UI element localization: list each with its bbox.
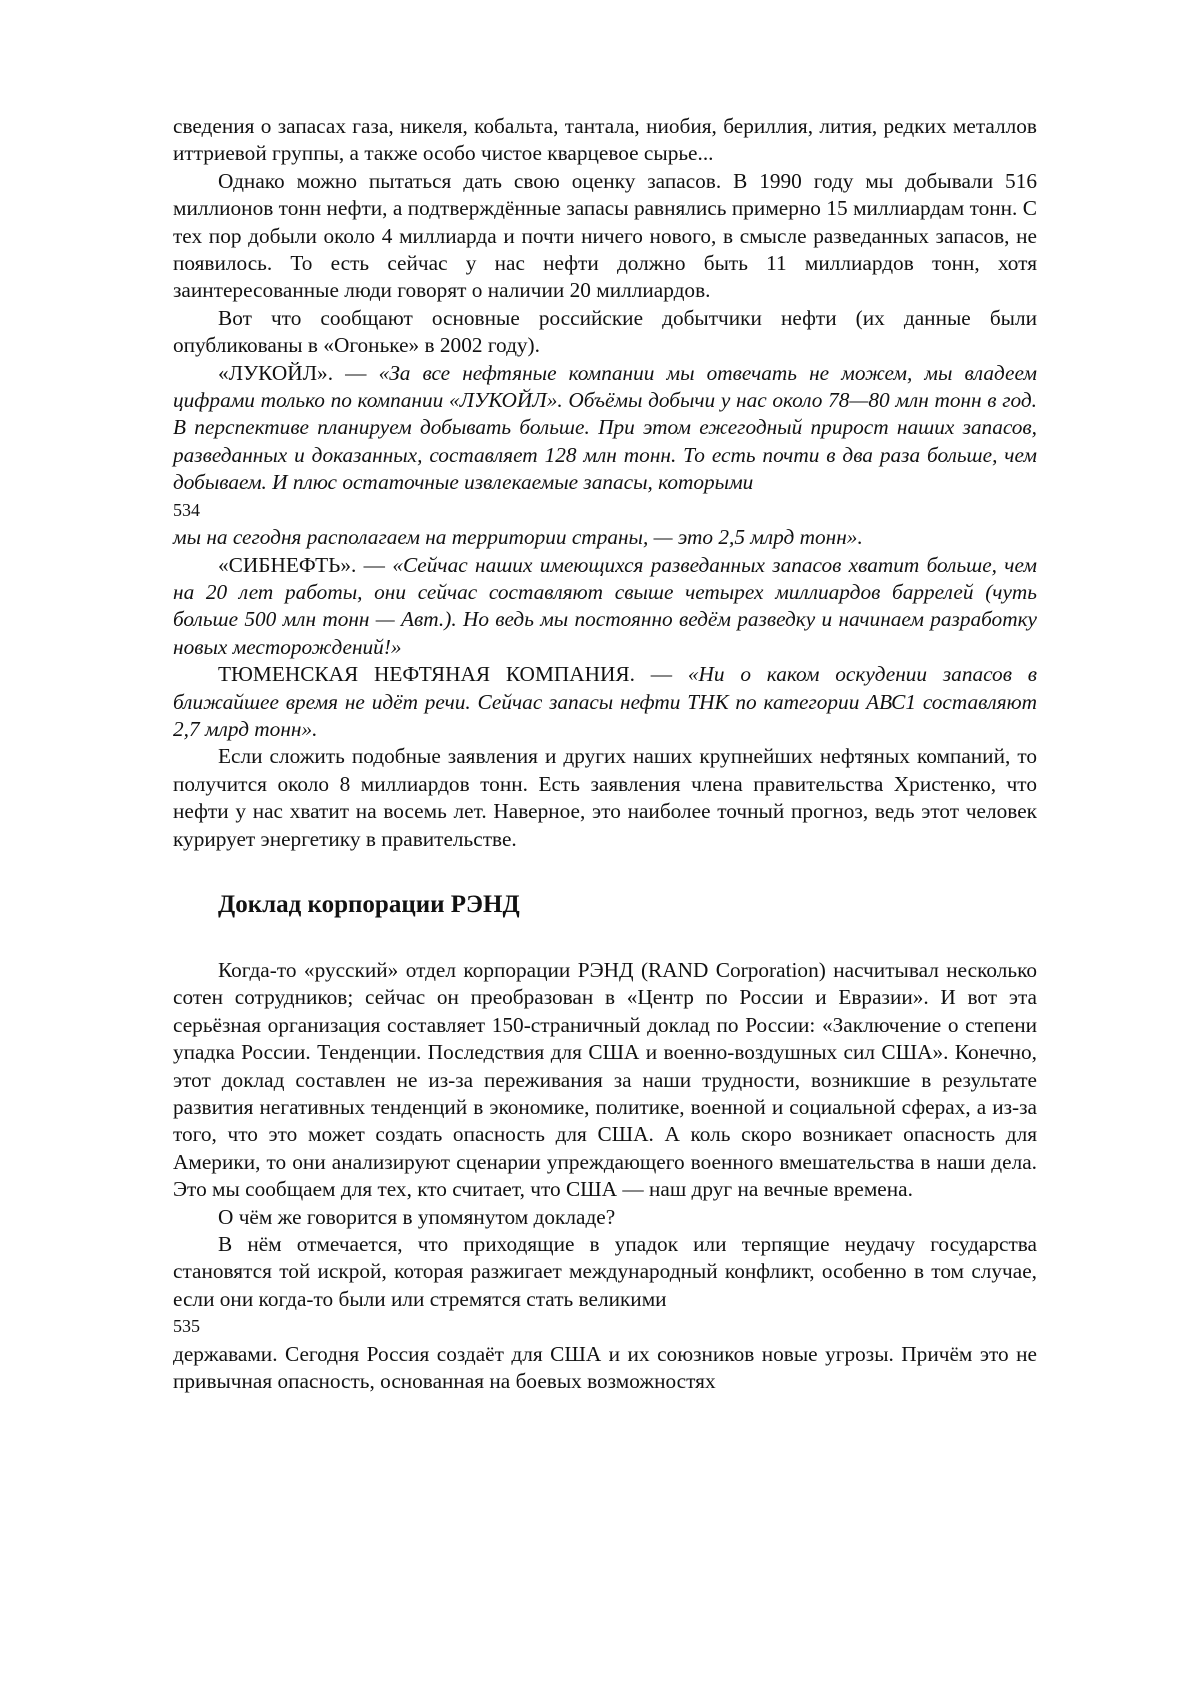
quote-text: «Сейчас наших имеющихся разведанных запасов хватит больше, чем на 20 лет работы, они сейчас составляют свыше четырех миллиардов баррелей (чуть больше 500 млн тонн — Авт.). Но ведь мы постоянно ведём разведку и начинаем разработку новых месторождений!» (173, 552, 1037, 659)
page-number: 534 (173, 499, 200, 520)
paragraph: Когда-то «русский» отдел корпорации РЭНД (RAND Corporation) насчитывал несколько сотен сотрудников; сейчас он преобразован в «Центр по России и Евразии». И вот эта серьёзная организация составляет 150-страничный доклад по России: «Заключение о степени упадка России. Тенденции. Последствия для США и военно-воздушных сил США». Конечно, этот доклад составлен не из-за переживания за наши трудности, возникшие в результате развития негативных тенденций в экономике, политике, военной и социальной сферах, а из-за того, что это может создать опасность для США. А коль скоро возникает опасность для Америки, то они анализируют сценарии упреждающего военного вмешательства в наши дела. Это мы сообщаем для тех, кто считает, что США — наш друг на вечные времена. (173, 957, 1037, 1202)
paragraph: Однако можно пытаться дать свою оценку запасов. В 1990 году мы добывали 516 миллионов тонн нефти, а подтверждённые запасы равнялись примерно 15 миллиардам тонн. С тех пор добыли около 4 миллиарда и почти ничего нового, в смысле разведанных запасов, не появилось. То есть сейчас у нас нефти должно быть 11 миллиардов тонн, хотя заинтересованные люди говорят о наличии 20 миллиардов. (173, 168, 1037, 303)
company-name: ТЮМЕНСКАЯ НЕФТЯНАЯ КОМПАНИЯ. — (218, 662, 688, 687)
paragraph: О чём же говорится в упомянутом докладе? (218, 1204, 616, 1229)
quote-continuation: мы на сегодня располагаем на территории страны, — это 2,5 млрд тонн». (173, 525, 863, 550)
section-heading: Доклад корпорации РЭНД (218, 890, 520, 918)
quote-paragraph-tnk (173, 661, 1037, 743)
paragraph: сведения о запасах газа, никеля, кобальта, тантала, ниобия, бериллия, лития, редких металлов иттриевой группы, а также особо чистое кварцевое сырье... (173, 114, 1037, 166)
company-name: «ЛУКОЙЛ». — (218, 360, 379, 385)
paragraph-continuation: державами. Сегодня Россия создаёт для США и их союзников новые угрозы. Причём это не привычная опасность, основанная на боевых возможностях (173, 1341, 1037, 1394)
paragraph: Вот что сообщают основные российские добытчики нефти (их данные были опубликованы в «Огоньке» в 2002 году). (173, 305, 1037, 358)
quote-text: «За все нефтяные компании мы отвечать не можем, мы владеем цифрами только по компании «ЛУКОЙЛ». Объёмы добычи у нас около 78—80 млн тонн в год. В перспективе планируем добывать больше. При этом ежегодный прирост наших запасов, разведанных и доказанных, составляет 128 млн тонн. То есть почти в два раза больше, чем добываем. И плюс остаточные извлекаемые запасы, которыми (173, 360, 1038, 495)
paragraph: Если сложить подобные заявления и других наших крупнейших нефтяных компаний, то получится около 8 миллиардов тонн. Есть заявления члена правительства Христенко, что нефти у нас хватит на восемь лет. Наверное, это наиболее точный прогноз, ведь этот человек курирует энергетику в правительстве. (173, 744, 1037, 851)
quote-paragraph-sibneft (173, 552, 1037, 662)
company-name: «СИБНЕФТЬ». — (218, 552, 393, 577)
document-page (173, 113, 1037, 1395)
quote-paragraph-lukoil (173, 360, 1037, 497)
page-number: 535 (173, 1316, 200, 1337)
quote-text: «Ни о каком оскудении запасов в ближайшее время не идёт речи. Сейчас запасы нефти ТНК по категории АВС1 составляют 2,7 млрд тонн». (173, 662, 1037, 741)
paragraph: В нём отмечается, что приходящие в упадок или терпящие неудачу государства становятся той искрой, которая разжигает международный конфликт, особенно в том случае, если они когда-то были или стремятся стать великими (173, 1232, 1037, 1311)
